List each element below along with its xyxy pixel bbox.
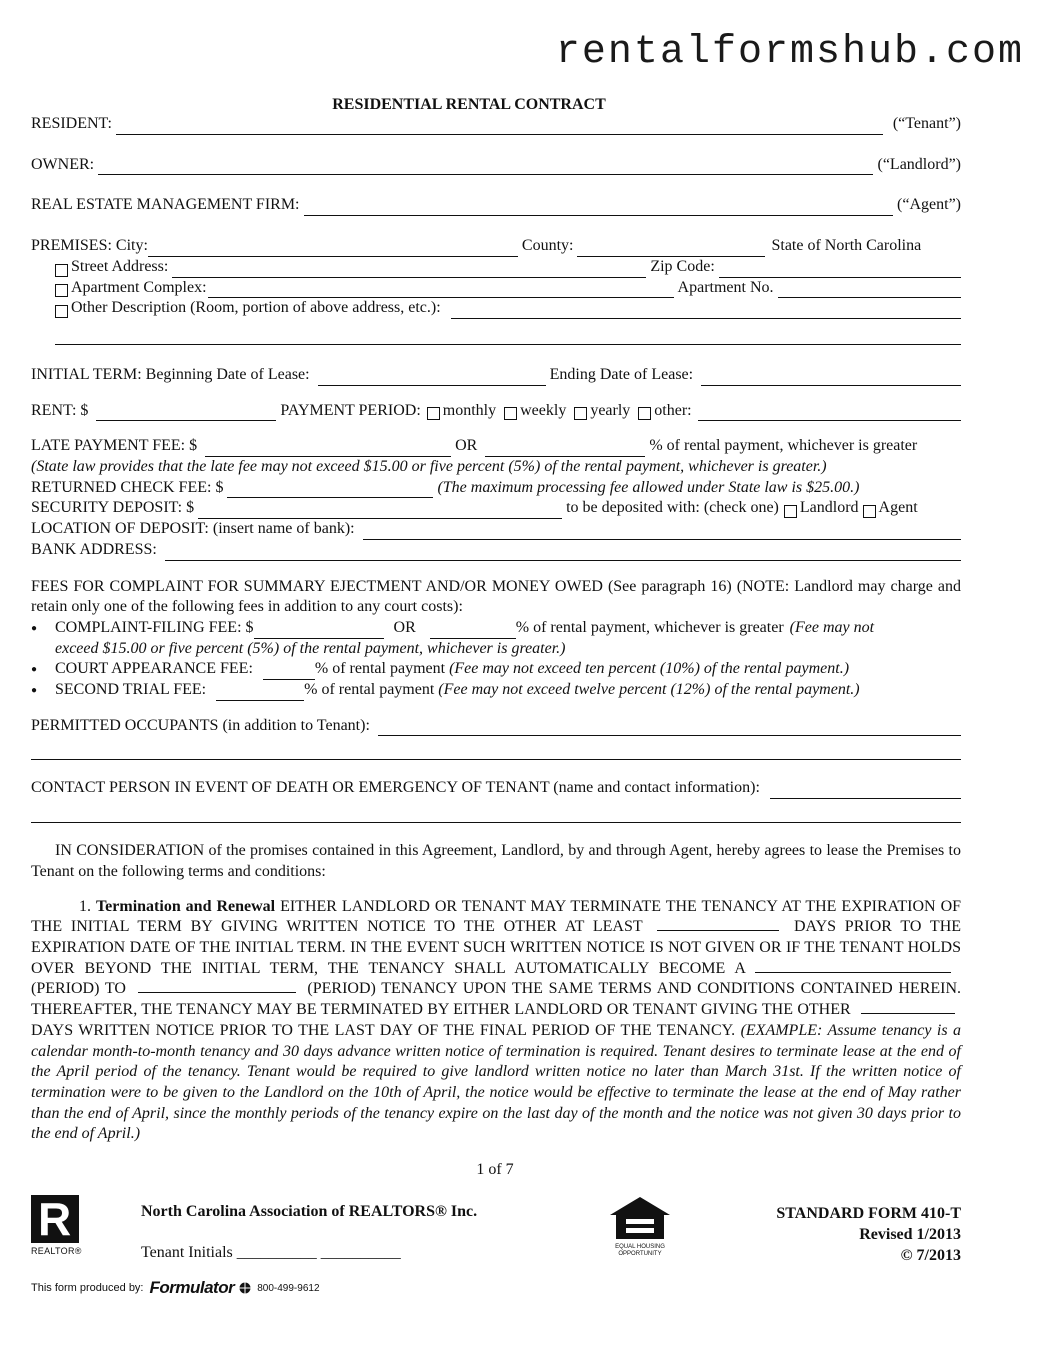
occupants-row — [31, 716, 961, 737]
produced-by-line — [31, 1278, 320, 1298]
other-description-field[interactable] — [451, 303, 961, 319]
late-fee-label: LATE PAYMENT FEE: $ — [31, 437, 198, 455]
complex-row — [31, 278, 961, 299]
complaint-fees-intro: FEES FOR COMPLAINT FOR SUMMARY EJECTMENT AND/OR MONEY OWED (See paragraph 16) (NOTE: Landlord may charge and retain only one of the following fees in addition to any court costs): — [31, 577, 961, 616]
complex-label: Apartment Complex: — [71, 278, 207, 296]
resident-field[interactable] — [116, 119, 883, 135]
end-date-label: Ending Date of Lease: — [549, 365, 694, 383]
premises-city-row — [31, 236, 961, 257]
returned-check-note: (The maximum processing fee allowed under State law is $25.00.) — [437, 478, 860, 496]
complaint-filing-note-a: (Fee may not — [789, 618, 875, 636]
second-trial-label: ● SECOND TRIAL FEE: — [55, 681, 207, 699]
tenant-initials: Tenant Initials __________ __________ — [141, 1244, 401, 1261]
monthly-checkbox[interactable] — [427, 407, 440, 420]
deposit-location-label: LOCATION OF DEPOSIT: (insert name of bank): — [31, 520, 355, 538]
deposit-agent-label: Agent — [878, 499, 918, 517]
section-1-text-3: (PERIOD) TO — [31, 980, 126, 998]
form-title: RESIDENTIAL RENTAL CONTRACT — [332, 96, 606, 113]
final-notice-days-field[interactable] — [861, 1000, 955, 1014]
other-description-checkbox[interactable] — [55, 305, 68, 318]
yearly-checkbox[interactable] — [574, 407, 587, 420]
other-description-line-2[interactable] — [55, 329, 961, 345]
county-label: County: — [521, 237, 574, 255]
late-fee-percent-field[interactable] — [485, 441, 645, 457]
consideration-paragraph: IN CONSIDERATION of the promises contained in this Agreement, Landlord, by and through Agent, hereby agrees to lease the Premises to Tenant on the following terms and conditions: — [31, 842, 961, 880]
deposit-location-row — [31, 519, 961, 540]
late-fee-row — [31, 436, 961, 457]
equal-housing-icon — [608, 1195, 672, 1239]
late-fee-or: OR — [455, 437, 478, 455]
association-name: North Carolina Association of REALTORS® Inc. — [141, 1203, 478, 1220]
end-date-field[interactable] — [701, 370, 961, 386]
returned-check-row — [31, 478, 961, 499]
security-deposit-field[interactable] — [198, 503, 562, 519]
section-1-text-5: DAYS WRITTEN NOTICE PRIOR TO THE LAST DAY OF THE FINAL PERIOD OF THE TENANCY. — [31, 1021, 736, 1039]
contact-row — [31, 778, 961, 799]
deposit-location-field[interactable] — [363, 524, 961, 540]
standard-form-info — [776, 1203, 961, 1266]
complaint-filing-item — [31, 618, 961, 659]
occupants-field[interactable] — [378, 720, 961, 736]
street-row — [31, 257, 961, 278]
deposit-landlord-label: Landlord — [799, 499, 859, 517]
formulator-phone: 800-499-9612 — [257, 1282, 320, 1294]
apt-label: Apartment No. — [677, 278, 774, 296]
other-period-field[interactable] — [698, 405, 961, 421]
section-1-text-1: EITHER LANDLORD OR TENANT MAY TERMINATE THE TENANCY AT THE EXPIRATION OF THE INITIAL TERM BY GIVING WRITTEN NOTICE TO THE OTHER AT LEAST — [31, 897, 962, 936]
watermark-text: rentalformshub.com — [555, 30, 1024, 75]
second-trial-suffix: % of rental payment — [304, 681, 435, 699]
zip-label: Zip Code: — [650, 257, 715, 275]
deposit-with-label: to be deposited with: (check one) — [566, 499, 779, 517]
section-1-text-2: DAYS PRIOR TO THE EXPIRATION DATE OF THE INITIAL TERM. IN THE EVENT SUCH WRITTEN NOTICE IS NOT GIVEN OR IF THE TENANT HOLDS OVER BEYOND THE INITIAL TERM, THE TENANCY SHALL AUTOMATICALLY BECOME A — [31, 918, 962, 977]
second-trial-note: (Fee may not exceed twelve percent (12%) of the rental payment.) — [438, 681, 860, 699]
returned-check-label: RETURNED CHECK FEE: $ — [31, 478, 224, 496]
section-1-termination-renewal — [31, 897, 961, 1145]
complaint-filing-note-b: exceed $15.00 or five percent (5%) of the rental payment, whichever is greater.) — [55, 639, 566, 657]
page-number: 1 of 7 — [476, 1161, 514, 1178]
weekly-checkbox[interactable] — [504, 407, 517, 420]
produced-by-label: This form produced by: — [31, 1282, 144, 1294]
second-trial-field[interactable] — [216, 685, 304, 701]
owner-field[interactable] — [98, 159, 873, 175]
begin-date-label: INITIAL TERM: Beginning Date of Lease: — [31, 365, 310, 383]
contact-label: CONTACT PERSON IN EVENT OF DEATH OR EMERGENCY OF TENANT (name and contact information): — [31, 779, 760, 797]
rent-field[interactable] — [96, 405, 276, 421]
complaint-filing-field[interactable] — [254, 623, 384, 639]
other-label: other: — [654, 401, 692, 419]
begin-date-field[interactable] — [318, 370, 546, 386]
street-label: Street Address: — [71, 257, 169, 275]
owner-label: OWNER: — [31, 155, 95, 173]
payment-period-label: PAYMENT PERIOD: — [280, 401, 421, 419]
notice-days-field[interactable] — [657, 917, 779, 931]
complex-checkbox[interactable] — [55, 284, 68, 297]
section-1-number: 1. — [79, 897, 91, 915]
contact-field[interactable] — [770, 783, 961, 799]
other-description-label: Other Description (Room, portion of above address, etc.): — [71, 299, 441, 317]
city-field[interactable] — [148, 241, 518, 257]
firm-field[interactable] — [304, 200, 894, 216]
late-fee-suffix: % of rental payment, whichever is greater — [649, 437, 918, 455]
county-field[interactable] — [577, 241, 765, 257]
period-from-field[interactable] — [755, 959, 951, 973]
bank-address-row — [31, 540, 961, 561]
court-appearance-note: (Fee may not exceed ten percent (10%) of the rental payment.) — [449, 660, 850, 678]
court-appearance-field[interactable] — [263, 664, 315, 680]
weekly-label: weekly — [520, 401, 567, 419]
late-fee-field[interactable] — [205, 441, 451, 457]
tenant-suffix: (“Tenant”) — [892, 115, 961, 132]
returned-check-field[interactable] — [227, 482, 433, 498]
realtor-wordmark: REALTOR® — [31, 1246, 82, 1256]
form-body — [31, 114, 961, 1145]
late-fee-note: (State law provides that the late fee may not exceed $15.00 or five percent (5%) of the rental payment, whichever is greater.) — [31, 458, 827, 476]
term-row — [31, 365, 961, 386]
equal-housing-logo — [605, 1195, 675, 1258]
complaint-filing-suffix: % of rental payment, whichever is greater — [515, 618, 784, 636]
realtor-logo — [31, 1195, 83, 1256]
other-description-row — [31, 298, 961, 319]
street-checkbox[interactable] — [55, 264, 68, 277]
street-field[interactable] — [172, 262, 646, 278]
security-deposit-row — [31, 498, 961, 519]
resident-label: RESIDENT: — [31, 115, 112, 132]
complaint-filing-label: ● COMPLAINT-FILING FEE: $ — [55, 618, 254, 636]
deposit-agent-checkbox[interactable] — [863, 505, 876, 518]
landlord-suffix: (“Landlord”) — [877, 155, 961, 173]
revised-date: Revised 1/2013 — [859, 1226, 961, 1243]
period-to-field[interactable] — [138, 979, 296, 993]
court-appearance-label: ● COURT APPEARANCE FEE: — [55, 660, 253, 678]
realtor-r-icon: R — [31, 1195, 79, 1243]
city-label: PREMISES: City: — [31, 237, 148, 255]
bank-address-field[interactable] — [165, 545, 961, 561]
apt-field[interactable] — [778, 282, 961, 298]
copyright-date: © 7/2013 — [900, 1247, 961, 1264]
resident-row — [31, 114, 961, 135]
bank-address-label: BANK ADDRESS: — [31, 540, 157, 558]
security-deposit-label: SECURITY DEPOSIT: $ — [31, 499, 195, 517]
yearly-label: yearly — [590, 401, 631, 419]
contact-line-2[interactable] — [31, 807, 961, 823]
section-1-example: (EXAMPLE: Assume tenancy is a calendar month-to-month tenancy and 30 days advance written notice of termination is required. Tenant desires to terminate lease at the end of the April period of the tenancy. Tenant would be required to give landlord written notice no later than March 31st. If the written notice of termination were to be given to the Landlord on the 10th of April, the notice would be effective to terminate the lease at the end of May rather than the end of April, since the monthly periods of the tenancy expire on the last day of the month and the notice was not given 30 days prior to the end of April.) — [31, 1021, 962, 1143]
deposit-landlord-checkbox[interactable] — [784, 505, 797, 518]
rent-label: RENT: $ — [31, 401, 89, 419]
equal-housing-text: EQUAL HOUSING OPPORTUNITY — [615, 1244, 665, 1257]
footer — [31, 1195, 961, 1265]
state-text: State of North Carolina — [771, 237, 922, 255]
second-trial-item — [31, 680, 961, 701]
court-appearance-suffix: % of rental payment — [314, 660, 446, 678]
complaint-filing-or: OR — [393, 618, 416, 636]
formulator-logo: Formulator — [149, 1278, 235, 1297]
section-1-heading: Termination and Renewal — [95, 897, 276, 915]
section-1-text-4: (PERIOD) TENANCY UPON THE SAME TERMS AND CONDITIONS CONTAINED HEREIN. THEREAFTER, THE TENANCY MAY BE TERMINATED BY EITHER LANDLORD OR TENANT GIVING THE OTHER — [31, 980, 962, 1019]
formulator-globe-icon — [239, 1282, 251, 1294]
firm-label: REAL ESTATE MANAGEMENT FIRM: — [31, 196, 300, 214]
firm-row — [31, 195, 961, 216]
agent-suffix: (“Agent”) — [897, 196, 961, 214]
owner-row — [31, 155, 961, 176]
occupants-label: PERMITTED OCCUPANTS (in addition to Tenant): — [31, 716, 370, 734]
occupants-line-2[interactable] — [31, 744, 961, 760]
court-appearance-item — [31, 659, 961, 680]
zip-field[interactable] — [719, 262, 961, 278]
complaint-filing-percent-field[interactable] — [430, 623, 516, 639]
rent-row — [31, 401, 961, 422]
monthly-label: monthly — [442, 401, 497, 419]
complex-field[interactable] — [208, 282, 674, 298]
other-checkbox[interactable] — [638, 407, 651, 420]
standard-form-number: STANDARD FORM 410-T — [776, 1205, 961, 1222]
